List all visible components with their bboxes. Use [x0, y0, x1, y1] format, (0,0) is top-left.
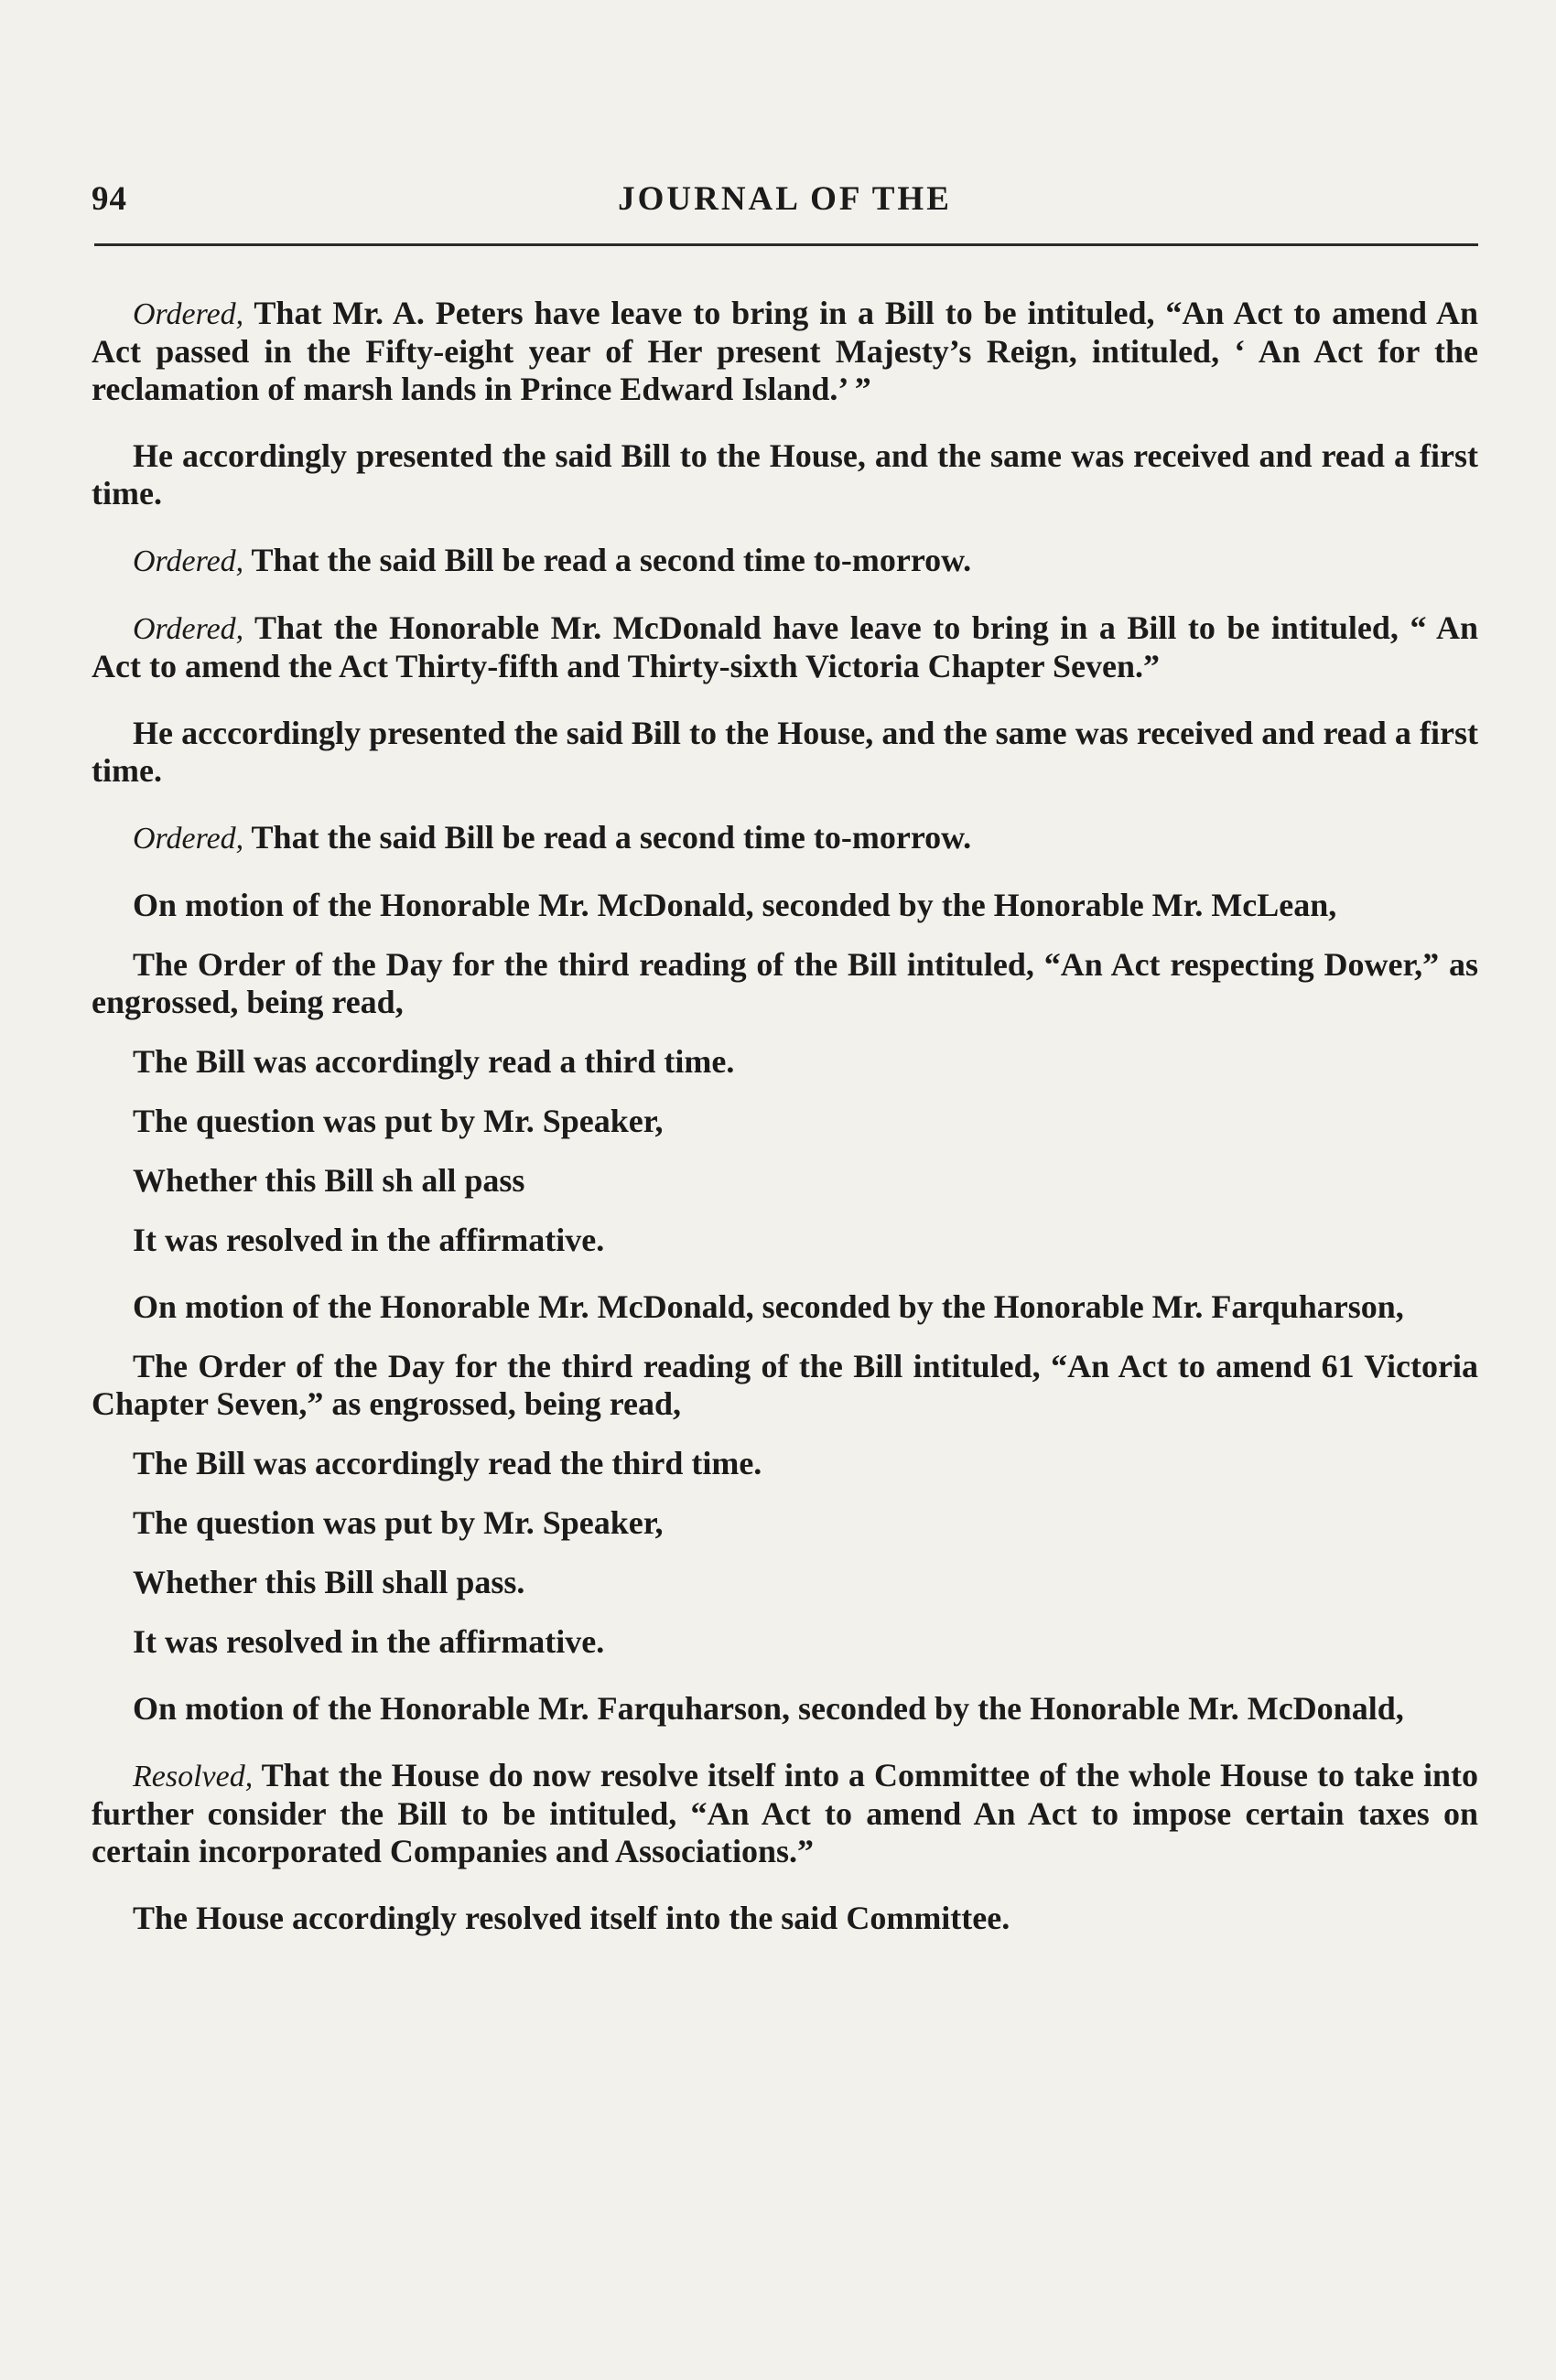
paragraph-resolved-committee: Resolved, That the House do now resolve itself into a Committee of the whole House to take into further consider the Bill to be intituled, “An Act to amend An Act to impose certain taxes on certain incorporated Companies and Associations.” — [92, 1757, 1478, 1869]
paragraph-resolved-affirmative: It was resolved in the affirmative. — [133, 1222, 605, 1258]
paragraph-resolved-affirmative: It was resolved in the affirmative. — [133, 1623, 605, 1660]
running-title: JOURNAL OF THE — [618, 180, 952, 218]
paragraph-motion: On motion of the Honorable Mr. Farquharson, seconded by the Honorable Mr. McDonald, — [133, 1690, 1404, 1727]
paragraph-house-resolved: The House accordingly resolved itself into the said Committee. — [133, 1900, 1010, 1936]
paragraph-whether-pass: Whether this Bill sh all pass — [133, 1162, 525, 1199]
paragraph-ordered-peters: Ordered, That Mr. A. Peters have leave to bring in a Bill to be intituled, “An Act to amend An Act passed in the Fifty-eight year of Her present Majesty’s Reign, intituled, ‘ An Act for the reclamation of marsh lands in Prince Edward Island.’ ” — [92, 295, 1478, 407]
page-header — [92, 179, 1478, 225]
paragraph-ordered-second-reading: Ordered, That the said Bill be read a second time to-morrow. — [133, 819, 972, 856]
paragraph-motion: On motion of the Honorable Mr. McDonald, seconded by the Honorable Mr. Farquharson, — [133, 1288, 1404, 1325]
journal-body — [92, 295, 1478, 1966]
paragraph-question: The question was put by Mr. Speaker, — [133, 1103, 664, 1139]
paragraph-presented: He acccordingly presented the said Bill to the House, and the same was received and read a first time. — [92, 715, 1478, 789]
paragraph-order-of-day: The Order of the Day for the third reading of the Bill intituled, “An Act to amend 61 Victoria Chapter Seven,” as engrossed, being read, — [92, 1348, 1478, 1422]
paragraph-ordered-mcdonald: Ordered, That the Honorable Mr. McDonald have leave to bring in a Bill to be intituled, “ An Act to amend the Act Thirty-fifth and Thirty-sixth Victoria Chapter Seven.” — [92, 609, 1478, 684]
paragraph-ordered-second-reading: Ordered, That the said Bill be read a second time to-morrow. — [133, 542, 972, 578]
paragraph-presented: He accordingly presented the said Bill to the House, and the same was received and read a first time. — [92, 437, 1478, 512]
paragraph-whether-pass: Whether this Bill shall pass. — [133, 1564, 525, 1600]
paragraph-motion: On motion of the Honorable Mr. McDonald, seconded by the Honorable Mr. McLean, — [133, 887, 1337, 923]
page-number: 94 — [92, 180, 127, 218]
header-rule — [94, 243, 1478, 246]
paragraph-question: The question was put by Mr. Speaker, — [133, 1504, 664, 1541]
paragraph-third-reading: The Bill was accordingly read the third time. — [133, 1445, 762, 1481]
paragraph-order-of-day: The Order of the Day for the third reading of the Bill intituled, “An Act respecting Dower,” as engrossed, being read, — [92, 946, 1478, 1020]
paragraph-third-reading: The Bill was accordingly read a third time. — [133, 1043, 735, 1080]
